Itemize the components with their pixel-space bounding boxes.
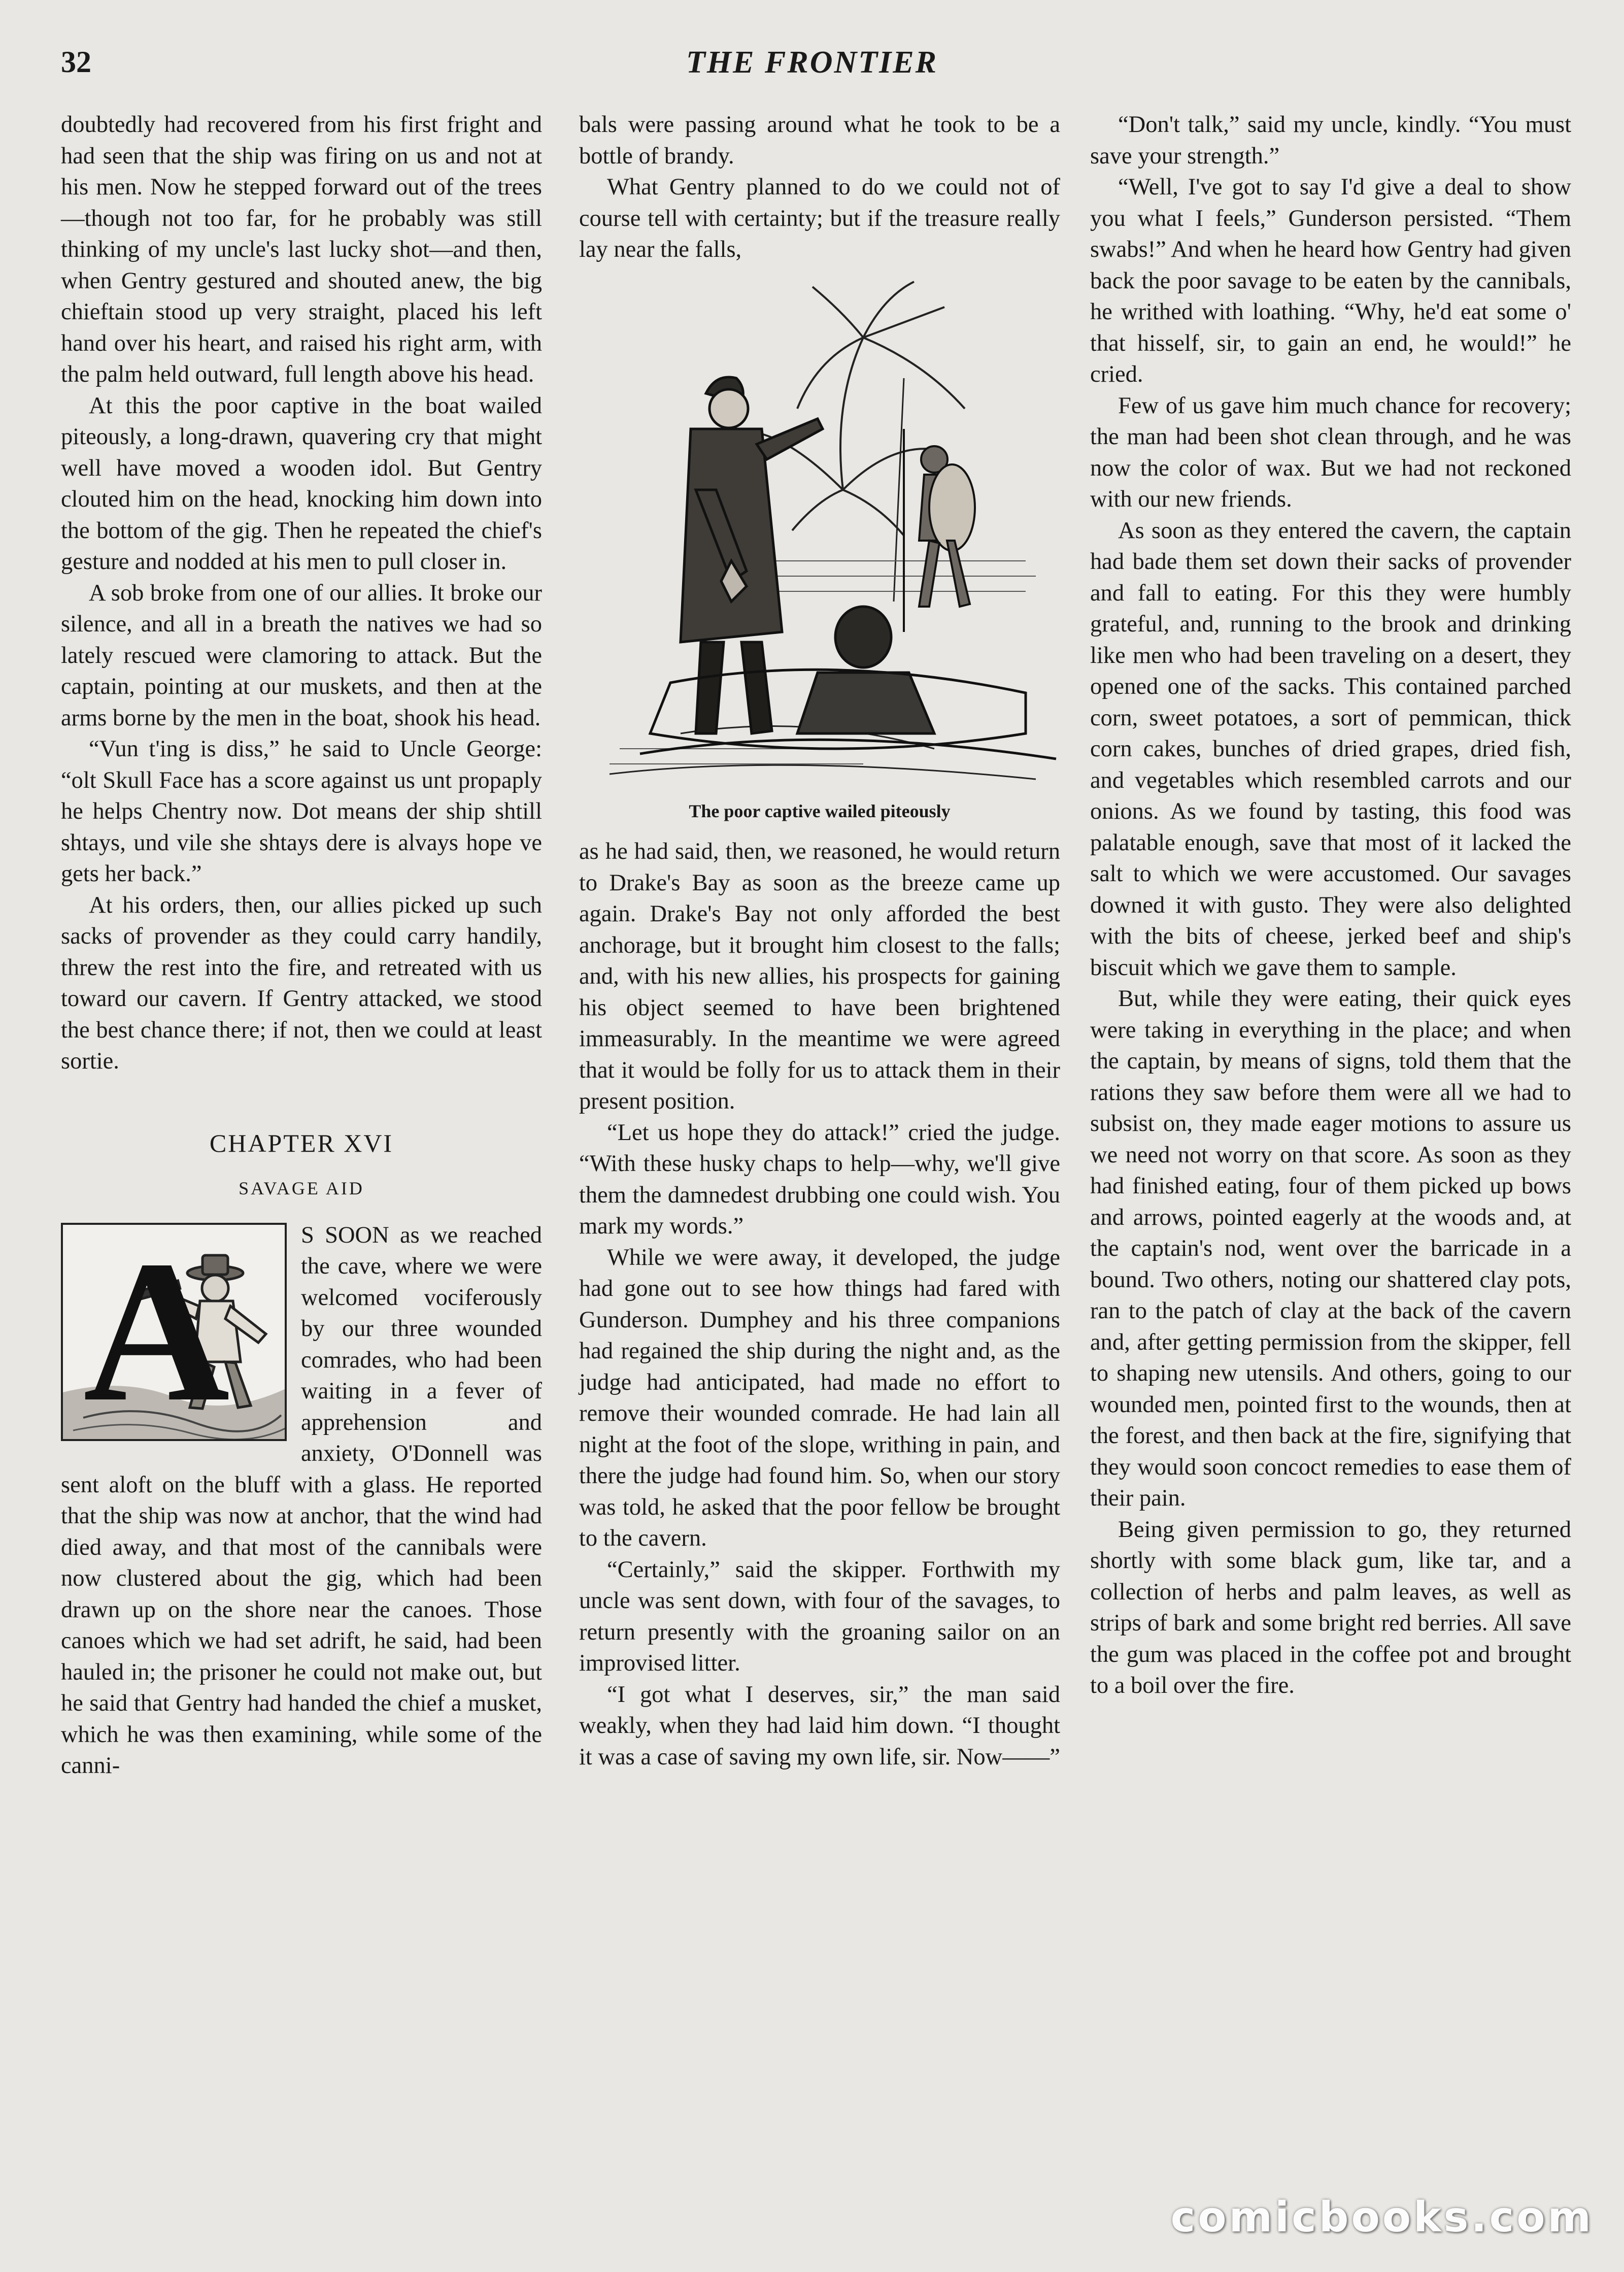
story-illustration — [579, 277, 1060, 792]
drop-cap-letter: A — [83, 1222, 230, 1441]
paragraph: “Don't talk,” said my uncle, kindly. “You must save your strength.” — [1090, 112, 1571, 169]
text-column-3 — [1090, 109, 1571, 1701]
pirate-and-captive-illustration — [579, 277, 1060, 792]
page-number: 32 — [61, 45, 91, 79]
paragraph: as he had said, then, we reasoned, he would return to Drake's Bay as soon as the breeze came up again. Drake's Bay not only afforded the best anchorage, but it brought him closest to the falls; and, with his new allies, his prospects for gaining his object seemed to have been brightened immeasurably. In the meantime we were agreed that it would be folly for us to attack them in their present position. — [579, 839, 1060, 1114]
page-header — [61, 45, 1563, 85]
watermark-logo: comicbooks.com — [1170, 2193, 1594, 2242]
chapter-opening — [61, 1220, 542, 1782]
paragraph: “I got what I deserves, sir,” the man said weakly, when they had laid him down. “I thought it was a case of saving my own life, sir. Now——” — [579, 1681, 1060, 1770]
paragraph: But, while they were eating, their quick eyes were taking in everything in the place; and when the captain, by means of signs, told them that the rations they saw before them were all we had to subsist on, they made eager motions to assure us we need not worry on that score. As soon as they had finished eating, four of them picked up bows and arrows, pointed eagerly at the woods and, at the captain's nod, went over the barricade in a bound. Two others, noting our shattered clay pots, ran to the patch of clay at the back of the cavern and, after getting permission from the skipper, fell to shaping new utensils. And others, going to our wounded men, pointed first to the wounds, then at the forest, and then back at the fire, signifying that they would soon concoct remedies to ease them of their pain. — [1090, 986, 1571, 1511]
paragraph: “Well, I've got to say I'd give a deal to show you what I feels,” Gunderson persisted. “Them swabs!” And when he heard how Gentry had given back the poor savage to be eaten by the cannibals, he writhed with loathing. “Why, he'd eat some o' that hisself, sir, to gain an end, he would!” he cried. — [1090, 174, 1571, 387]
paragraph: doubtedly had recovered from his first fright and had seen that the ship was firing on us and not at his men. Now he stepped forward out of the trees —though not too far, for he probably was still thinking of my uncle's last lucky shot—and then, when Gentry gestured and shouted anew, the big chieftain stood up very straight, placed his left hand over his heart, and raised his right arm, with the palm held outward, full length above his head. — [61, 112, 542, 387]
paragraph: Few of us gave him much chance for recovery; the man had been shot clean through, and he was now the color of wax. But we had not reckoned with our new friends. — [1090, 392, 1571, 512]
running-title: THE FRONTIER — [686, 45, 938, 80]
chapter-subtitle: SAVAGE AID — [239, 1178, 364, 1198]
chapter-first-paragraph: S SOON as we reached the cave, where we were welcomed vociferously by our three wounded comrades, who had been waiting in a fever of apprehension and anxiety, O'Donnell was sent aloft on the bluff with a glass. He reported that the ship was now at anchor, that the wind had died away, and that most of the cannibals were now clustered about the gig, which had been drawn up on the shore near the canoes. Those canoes which we had set adrift, he said, had been hauled in; the prisoner he could not make out, but he said that Gentry had handed the chief a musket, which he was then examining, while some of the canni- — [61, 1222, 542, 1779]
text-column-1 — [61, 109, 542, 1782]
paragraph: “Let us hope they do attack!” cried the judge. “With these husky chaps to help—why, we'll give them the damnedest drubbing one could wish. You mark my words.” — [579, 1119, 1060, 1239]
illustration-caption: The poor captive wailed piteously — [689, 800, 951, 821]
paragraph: What Gentry planned to do we could not of course tell with certainty; but if the treasure really lay near the falls, — [579, 174, 1060, 262]
paragraph: “Certainly,” said the skipper. Forthwith my uncle was sent down, with four of the savages, to return presently with the groaning sailor on an improvised litter. — [579, 1556, 1060, 1676]
chapter-title: CHAPTER XVI — [209, 1128, 394, 1157]
paragraph: At this the poor captive in the boat wailed piteously, a long-drawn, quavering cry that might well have moved a wooden idol. But Gentry clouted him on the head, knocking him down into the bottom of the gig. Then he repeated the chief's gesture and nodded at his men to pull closer in. — [61, 392, 542, 575]
text-column-2 — [579, 109, 1060, 1773]
paragraph: At his orders, then, our allies picked up such sacks of provender as they could carry handily, threw the rest into the fire, and retreated with us toward our cavern. If Gentry attacked, we stood the best chance there; if not, then we could at least sortie. — [61, 892, 542, 1074]
paragraph: “Vun t'ing is diss,” he said to Uncle George: “olt Skull Face has a score against us unt propaply he helps Chentry now. Dot means der ship shtill shtays, und vile she shtays dere is alvays hope ve gets her back.” — [61, 736, 542, 887]
paragraph: As soon as they entered the cavern, the captain had bade them set down their sacks of provender and fall to eating. For this they were humbly grateful, and, running to the brook and drinking like men who had been traveling on a desert, they opened one of the sacks. This contained parched corn, sweet potatoes, a sort of pemmican, thick corn cakes, bunches of dried grapes, dried fish, and vegetables which resembled carrots and our onions. As we found by tasting, this food was palatable enough, save that most of it lacked the salt to which we were accustomed. Our savages downed it with gusto. They were also delighted with the bits of cheese, jerked beef and ship's biscuit which we gave them to sample. — [1090, 517, 1571, 981]
paragraph: Being given permission to go, they returned shortly with some black gum, like tar, and a collection of herbs and palm leaves, as well as strips of bark and some bright red berries. All save the gum was placed in the coffee pot and brought to a boil over the fire. — [1090, 1516, 1571, 1698]
paragraph: While we were away, it developed, the judge had gone out to see how things had fared with Gunderson. Dumphey and his three companions had regained the ship during the night and, as the judge had anticipated, had made no effort to remove their wounded comrade. He had lain all night at the foot of the slope, writhing in pain, and there the judge had found him. So, when our story was told, he asked that the poor fellow be brought to the cavern. — [579, 1244, 1060, 1551]
drop-cap-illustration — [61, 1223, 287, 1441]
paragraph: A sob broke from one of our allies. It broke our silence, and all in a breath the natives we had so lately rescued were clamoring to attack. But the captain, pointing at our muskets, and then at the arms borne by the men in the boat, shook his head. — [61, 580, 542, 731]
paragraph: bals were passing around what he took to be a bottle of brandy. — [579, 112, 1060, 169]
